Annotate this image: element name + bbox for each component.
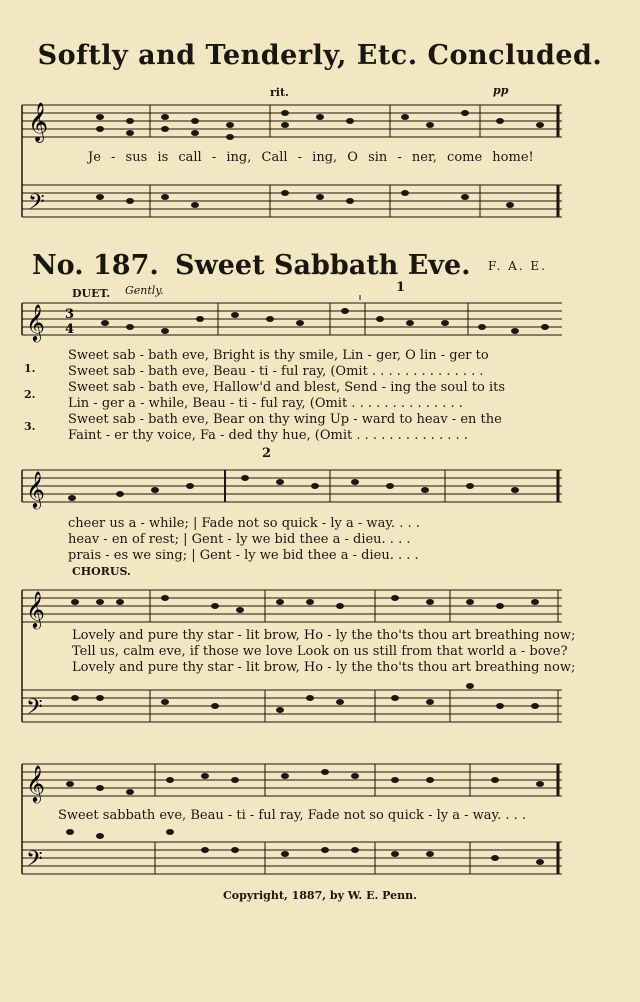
verse3-line-b: Faint - er thy voice, Fa - ded thy hue, (Omit . . . . . . . . . . . . . . [68,428,468,443]
chorus-line-1: Lovely and pure thy star - lit brow, Ho - ly the tho'ts thou art breathing now; [72,628,576,643]
verse3-line-a: Sweet sab - bath eve, Bear on thy wing Up - ward to heav - en the [68,412,502,427]
verse1-line-a: Sweet sab - bath eve, Bright is thy smile, Lin - ger, O lin - ger to [68,348,489,363]
hymn-author: F. A. E. [488,259,547,273]
hymn-title: Sweet Sabbath Eve. [175,250,471,281]
copyright-notice: Copyright, 1887, by W. E. Penn. [223,889,417,902]
verse-number-2: 2. [24,388,36,401]
tempo-marking: Gently. [125,284,164,297]
duet-label: DUET. [72,287,111,300]
chorus-label: CHORUS. [72,565,131,578]
svg-text:𝄢: 𝄢 [26,695,43,725]
verse-number-3: 3. [24,420,36,433]
svg-text:3: 3 [65,307,75,322]
first-ending-number: 1 [396,280,406,295]
system2-staff [0,462,640,512]
system1-staff [0,295,640,345]
verse2-ending: heav - en of rest; | Gent - ly we bid thee a - dieu. . . . [68,532,411,547]
chorus-line-2: Tell us, calm eve, if those we love Look on us still from that world a - bove? [72,644,568,659]
final-lyric-line: Sweet sabbath eve, Beau - ti - ful ray, Fade not so quick - ly a - way. . . . [58,808,527,823]
second-ending-number: 2 [262,446,272,461]
verse-number-1: 1. [24,362,36,375]
svg-text:𝄞: 𝄞 [26,590,45,628]
verse1-ending: cheer us a - while; | Fade not so quick - ly a - way. . . . [68,516,420,531]
svg-text:𝄞: 𝄞 [28,102,49,142]
verse2-line-a: Sweet sab - bath eve, Hallow'd and blest, Send - ing the soul to its [68,380,506,395]
verse3-ending: prais - es we sing; | Gent - ly we bid thee a - dieu. . . . [68,548,419,563]
svg-text:𝄞: 𝄞 [26,303,45,341]
verse1-line-b: Sweet sab - bath eve, Beau - ti - ful ray, (Omit . . . . . . . . . . . . . . [68,364,484,379]
svg-text:𝄢: 𝄢 [28,190,45,220]
pianissimo-mark: pp [493,84,509,97]
chorus-line-3: Lovely and pure thy star - lit brow, Ho - ly the tho'ts thou art breathing now; [72,660,576,675]
ritardando-mark: rit. [270,86,289,99]
top-system-lyrics: Je - sus is call - ing, Call - ing, O sin - ner, come home! [88,150,534,165]
verse2-line-b: Lin - ger a - while, Beau - ti - ful ray, (Omit . . . . . . . . . . . . . . [68,396,463,411]
svg-text:𝄞: 𝄞 [26,764,45,802]
hymn-number: No. 187. [32,250,159,281]
svg-text:𝄢: 𝄢 [26,847,43,877]
svg-text:4: 4 [65,322,75,337]
page-heading: Softly and Tenderly, Etc. Concluded. [37,40,603,71]
svg-text:𝄞: 𝄞 [26,470,45,508]
